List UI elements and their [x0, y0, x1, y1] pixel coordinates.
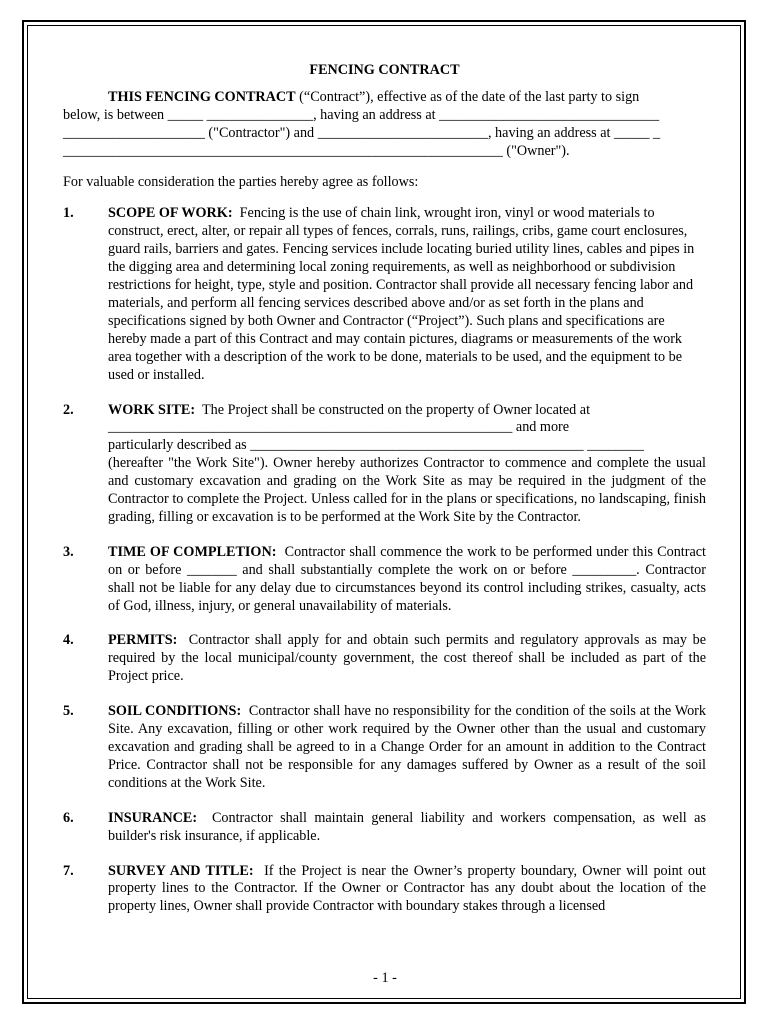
document-page	[63, 62, 706, 933]
intro-line3: ____________________ ("Contractor") and ________________________, having an address at _____ _	[63, 124, 661, 141]
section-heading: SURVEY AND TITLE:	[108, 862, 254, 879]
section-time-of-completion	[63, 544, 706, 616]
section-scope-of-work	[63, 205, 706, 384]
section-heading: WORK SITE:	[108, 401, 196, 418]
section-survey-and-title	[63, 863, 706, 917]
section-number: 5.	[63, 703, 74, 720]
intro-line1: (“Contract”), effective as of the date of the last party to sign	[295, 88, 640, 105]
section-number: 7.	[63, 862, 74, 879]
section-text: Contractor shall commence the work to be performed under this Contract on or before _______ and shall substantially complete the work on or before _________. Contractor shall not be liable for any delay due to circumstances beyond its control including strikes, casualty, acts of God, illness, injury, or general unavailability of materials.	[108, 543, 706, 614]
section-heading: PERMITS:	[108, 632, 178, 649]
section-number: 4.	[63, 632, 74, 649]
section-text-d: (hereafter "the Work Site"). Owner hereby authorizes Contractor to commence and complete the usual and customary excavation and grading on the Work Site as may be required in the judgment of the Contractor to complete the Project. Unless called for in the plans or specifications, no landscaping, finish grading, filling or excavation is to be performed at the Work Site by the Contractor.	[108, 455, 706, 525]
section-text-b: _________________________________________________________ and more	[108, 419, 570, 436]
section-text: Contractor shall maintain general liability and workers compensation, as well as builder's risk insurance, if applicable.	[108, 809, 706, 844]
section-number: 3.	[63, 543, 74, 560]
intro-paragraph	[63, 89, 706, 161]
section-text: Contractor shall apply for and obtain such permits and regulatory approvals as may be required by the local municipal/county government, the cost thereof shall be included as part of the Project price.	[108, 632, 707, 685]
section-heading: SOIL CONDITIONS:	[108, 703, 242, 720]
section-insurance	[63, 810, 706, 846]
intro-line4: ______________________________________________________________ ("Owner").	[63, 142, 570, 159]
document-title: FENCING CONTRACT	[309, 62, 460, 78]
section-text-c: particularly described as _______________________________________________ ________	[108, 437, 644, 454]
page-number: - 1 -	[373, 970, 397, 986]
section-number: 2.	[63, 401, 74, 418]
intro-bold-lead: THIS FENCING CONTRACT	[108, 88, 296, 105]
intro-line2: below, is between _____ _______________, having an address at _______________________________	[63, 106, 660, 123]
section-text-a: The Project shall be constructed on the property of Owner located at	[201, 401, 591, 418]
section-text: Contractor shall have no responsibility for the condition of the soils at the Work Site. Any excavation, filling or other work required by the Owner other than the usual and customary excavation and grading shall be agreed to in a Change Order for an amount in addition to the Contract Price. Contractor shall not be responsible for any damages suffered by Owner as a result of the soil conditions at the Work Site.	[108, 703, 707, 791]
section-number: 6.	[63, 809, 74, 826]
section-heading: SCOPE OF WORK:	[108, 205, 233, 222]
section-heading: TIME OF COMPLETION:	[108, 543, 277, 560]
section-text: If the Project is near the Owner’s property boundary, Owner will point out property lines to the Contractor. If the Owner or Contractor has any doubt about the location of the property lines, Owner shall provide Contractor with boundary stakes through a licensed	[108, 862, 706, 915]
section-heading: INSURANCE:	[108, 809, 198, 826]
section-work-site	[63, 402, 706, 527]
consideration-text: For valuable consideration the parties hereby agree as follows:	[63, 173, 419, 190]
section-permits	[63, 632, 706, 686]
section-soil-conditions	[63, 703, 706, 793]
section-number: 1.	[63, 205, 74, 222]
section-text: Fencing is the use of chain link, wrought iron, vinyl or wood materials to construct, erect, alter, or repair all types of fences, corrals, runs, railings, cribs, game court enclosures, guard rails, barriers and gates. Fencing services include locating buried utility lines, cables and pipes in the digging area and determining local zoning requirements, as well as neighborhood or subdivision restrictions for height, type, style and position. Contractor shall provide all necessary fencing labor and materials, and perform all fencing services described above and/or as set forth in the plans and specifications signed by both Owner and Contractor (“Project”). Such plans and specifications are hereby made a part of this Contract and may contain pictures, diagrams or measurements of the work area together with a description of the work to be done, materials to be used, and the equipment to be used or installed.	[108, 205, 695, 383]
